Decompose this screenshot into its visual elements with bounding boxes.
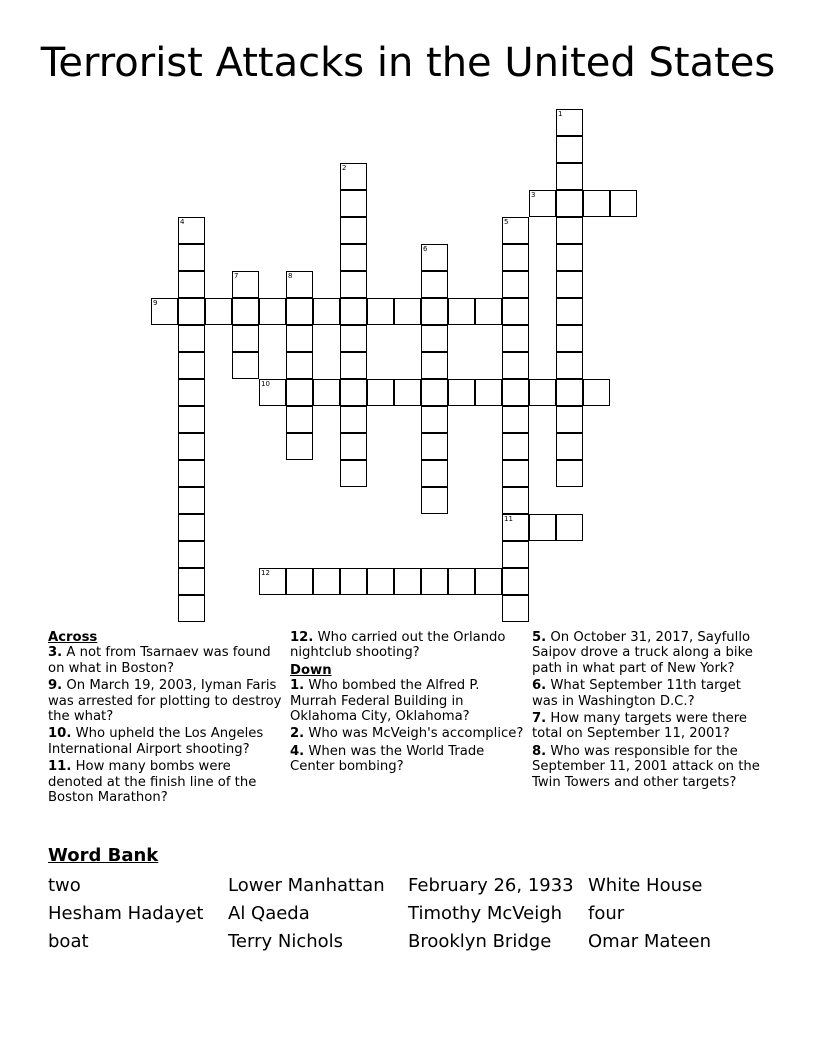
clues-column-1 — [48, 630, 283, 807]
grid-cell[interactable] — [475, 298, 502, 325]
grid-cell[interactable] — [232, 352, 259, 379]
word-bank-item: Omar Mateen — [588, 931, 712, 952]
grid-cell[interactable] — [556, 244, 583, 271]
word-bank-item: Lower Manhattan — [228, 875, 385, 896]
grid-cell[interactable] — [286, 406, 313, 433]
grid-cell[interactable] — [502, 433, 529, 460]
grid-cell[interactable] — [556, 298, 583, 325]
grid-cell[interactable] — [178, 325, 205, 352]
grid-cell[interactable] — [502, 379, 529, 406]
grid-cell[interactable] — [178, 217, 205, 244]
word-bank-item: February 26, 1933 — [408, 875, 574, 896]
grid-cell[interactable] — [502, 460, 529, 487]
grid-cell[interactable] — [259, 379, 286, 406]
grid-cell[interactable] — [367, 379, 394, 406]
grid-cell[interactable] — [529, 190, 556, 217]
word-bank-heading: Word Bank — [48, 845, 159, 866]
grid-cell[interactable] — [394, 298, 421, 325]
grid-cell[interactable] — [259, 568, 286, 595]
clues-column-2 — [290, 630, 525, 777]
across-heading: Across — [48, 630, 98, 645]
word-bank-item: boat — [48, 931, 89, 952]
grid-cell[interactable] — [340, 271, 367, 298]
down-clue-8: 8. Who was responsible for the September 11, 2001 attack on the Twin Towers and other targets? — [532, 743, 760, 790]
grid-cell[interactable] — [313, 379, 340, 406]
across-clue-3: 3. A not from Tsarnaev was found on what in Boston? — [48, 645, 271, 676]
grid-cell[interactable] — [178, 352, 205, 379]
grid-cell[interactable] — [556, 109, 583, 136]
grid-cell[interactable] — [259, 298, 286, 325]
grid-cell[interactable] — [610, 190, 637, 217]
grid-cell[interactable] — [151, 298, 178, 325]
down-clue-7: 7. How many targets were there total on September 11, 2001? — [532, 711, 748, 742]
down-heading: Down — [290, 662, 332, 678]
down-clue-4: 4. When was the World Trade Center bombing? — [290, 743, 485, 775]
grid-cell[interactable] — [556, 136, 583, 163]
word-bank-item: Hesham Hadayet — [48, 903, 204, 924]
grid-cell[interactable] — [529, 379, 556, 406]
grid-cell[interactable] — [556, 325, 583, 352]
grid-cell[interactable] — [394, 568, 421, 595]
grid-cell[interactable] — [178, 379, 205, 406]
grid-cell[interactable] — [178, 406, 205, 433]
grid-cell[interactable] — [286, 271, 313, 298]
grid-cell[interactable] — [232, 298, 259, 325]
grid-cell[interactable] — [178, 271, 205, 298]
grid-cell[interactable] — [178, 460, 205, 487]
grid-cell[interactable] — [556, 379, 583, 406]
grid-cell[interactable] — [475, 379, 502, 406]
grid-cell[interactable] — [340, 217, 367, 244]
grid-cell[interactable] — [502, 352, 529, 379]
grid-cell[interactable] — [556, 352, 583, 379]
grid-cell[interactable] — [178, 514, 205, 541]
clue-number: 2 — [342, 164, 347, 172]
grid-cell[interactable] — [502, 217, 529, 244]
grid-cell[interactable] — [529, 514, 556, 541]
grid-cell[interactable] — [448, 568, 475, 595]
grid-cell[interactable] — [502, 271, 529, 298]
grid-cell[interactable] — [178, 487, 205, 514]
grid-cell[interactable] — [286, 325, 313, 352]
grid-cell[interactable] — [286, 433, 313, 460]
grid-cell[interactable] — [421, 568, 448, 595]
grid-cell[interactable] — [340, 190, 367, 217]
clue-number: 5 — [504, 218, 509, 226]
grid-cell[interactable] — [475, 568, 502, 595]
clue-number: 6 — [423, 245, 428, 253]
down-clue-6: 6. What September 11th target was in Washington D.C.? — [532, 678, 741, 709]
word-bank-item: Terry Nichols — [228, 931, 344, 952]
grid-cell[interactable] — [421, 406, 448, 433]
grid-cell[interactable] — [502, 325, 529, 352]
grid-cell[interactable] — [556, 433, 583, 460]
word-bank-item: four — [588, 903, 625, 924]
grid-cell[interactable] — [340, 352, 367, 379]
grid-cell[interactable] — [340, 244, 367, 271]
word-bank-item: two — [48, 875, 81, 896]
grid-cell[interactable] — [232, 271, 259, 298]
grid-cell[interactable] — [286, 352, 313, 379]
grid-cell[interactable] — [286, 298, 313, 325]
grid-cell[interactable] — [178, 595, 205, 622]
grid-cell[interactable] — [502, 487, 529, 514]
grid-cell[interactable] — [340, 379, 367, 406]
grid-cell[interactable] — [556, 271, 583, 298]
grid-cell[interactable] — [178, 298, 205, 325]
grid-cell[interactable] — [340, 163, 367, 190]
grid-cell[interactable] — [421, 244, 448, 271]
grid-cell[interactable] — [340, 325, 367, 352]
grid-cell[interactable] — [502, 541, 529, 568]
grid-cell[interactable] — [421, 460, 448, 487]
grid-cell[interactable] — [394, 379, 421, 406]
down-clue-5: 5. On October 31, 2017, Sayfullo Saipov drove a truck along a bike path in what part of New York? — [532, 630, 753, 676]
grid-cell[interactable] — [421, 325, 448, 352]
grid-cell[interactable] — [448, 379, 475, 406]
clue-number: 12 — [261, 569, 270, 577]
clue-number: 9 — [153, 299, 158, 307]
grid-cell[interactable] — [286, 379, 313, 406]
grid-cell[interactable] — [583, 190, 610, 217]
clue-number: 1 — [558, 110, 563, 118]
grid-cell[interactable] — [556, 190, 583, 217]
grid-cell[interactable] — [421, 271, 448, 298]
across-clue-11: 11. How many bombs were denoted at the finish line of the Boston Marathon? — [48, 759, 257, 806]
grid-cell[interactable] — [502, 514, 529, 541]
grid-cell[interactable] — [448, 298, 475, 325]
word-bank-item: White House — [588, 875, 703, 896]
across-clue-10: 10. Who upheld the Los Angeles International Airport shooting? — [48, 726, 264, 757]
grid-cell[interactable] — [367, 568, 394, 595]
grid-cell[interactable] — [313, 568, 340, 595]
grid-cell[interactable] — [232, 325, 259, 352]
grid-cell[interactable] — [556, 163, 583, 190]
grid-cell[interactable] — [421, 352, 448, 379]
clue-number: 8 — [288, 272, 293, 280]
clue-number: 4 — [180, 218, 185, 226]
across-clue-9: 9. On March 19, 2003, Iyman Faris was arrested for plotting to destroy the what? — [48, 678, 282, 725]
grid-cell[interactable] — [178, 433, 205, 460]
grid-cell[interactable] — [421, 433, 448, 460]
page-title: Terrorist Attacks in the United States — [40, 40, 776, 86]
grid-cell[interactable] — [340, 460, 367, 487]
grid-cell[interactable] — [556, 217, 583, 244]
grid-cell[interactable] — [556, 460, 583, 487]
word-bank-item: Brooklyn Bridge — [408, 931, 552, 952]
down-clue-1: 1. Who bombed the Alfred P. Murrah Federal Building in Oklahoma City, Oklahoma? — [290, 678, 480, 725]
grid-cell[interactable] — [421, 298, 448, 325]
grid-cell[interactable] — [502, 406, 529, 433]
grid-cell[interactable] — [178, 541, 205, 568]
clue-number: 10 — [261, 380, 270, 388]
grid-cell[interactable] — [556, 406, 583, 433]
grid-cell[interactable] — [502, 568, 529, 595]
grid-cell[interactable] — [178, 568, 205, 595]
grid-cell[interactable] — [340, 433, 367, 460]
grid-cell[interactable] — [367, 298, 394, 325]
grid-cell[interactable] — [583, 379, 610, 406]
grid-cell[interactable] — [502, 298, 529, 325]
clue-number: 11 — [504, 515, 513, 523]
grid-cell[interactable] — [502, 244, 529, 271]
clue-number: 7 — [234, 272, 239, 280]
grid-cell[interactable] — [340, 568, 367, 595]
word-bank-item: Timothy McVeigh — [408, 903, 563, 924]
grid-cell[interactable] — [421, 487, 448, 514]
across-clue-12: 12. Who carried out the Orlando nightclub shooting? — [290, 630, 506, 661]
grid-cell[interactable] — [340, 406, 367, 433]
grid-cell[interactable] — [205, 298, 232, 325]
grid-cell[interactable] — [340, 298, 367, 325]
grid-cell[interactable] — [178, 244, 205, 271]
grid-cell[interactable] — [502, 595, 529, 622]
grid-cell[interactable] — [556, 514, 583, 541]
down-clue-2: 2. Who was McVeigh's accomplice? — [290, 726, 524, 742]
clues-column-3 — [532, 630, 767, 792]
clue-number: 3 — [531, 191, 536, 199]
grid-cell[interactable] — [313, 298, 340, 325]
grid-cell[interactable] — [286, 568, 313, 595]
word-bank-item: Al Qaeda — [228, 903, 310, 924]
grid-cell[interactable] — [421, 379, 448, 406]
